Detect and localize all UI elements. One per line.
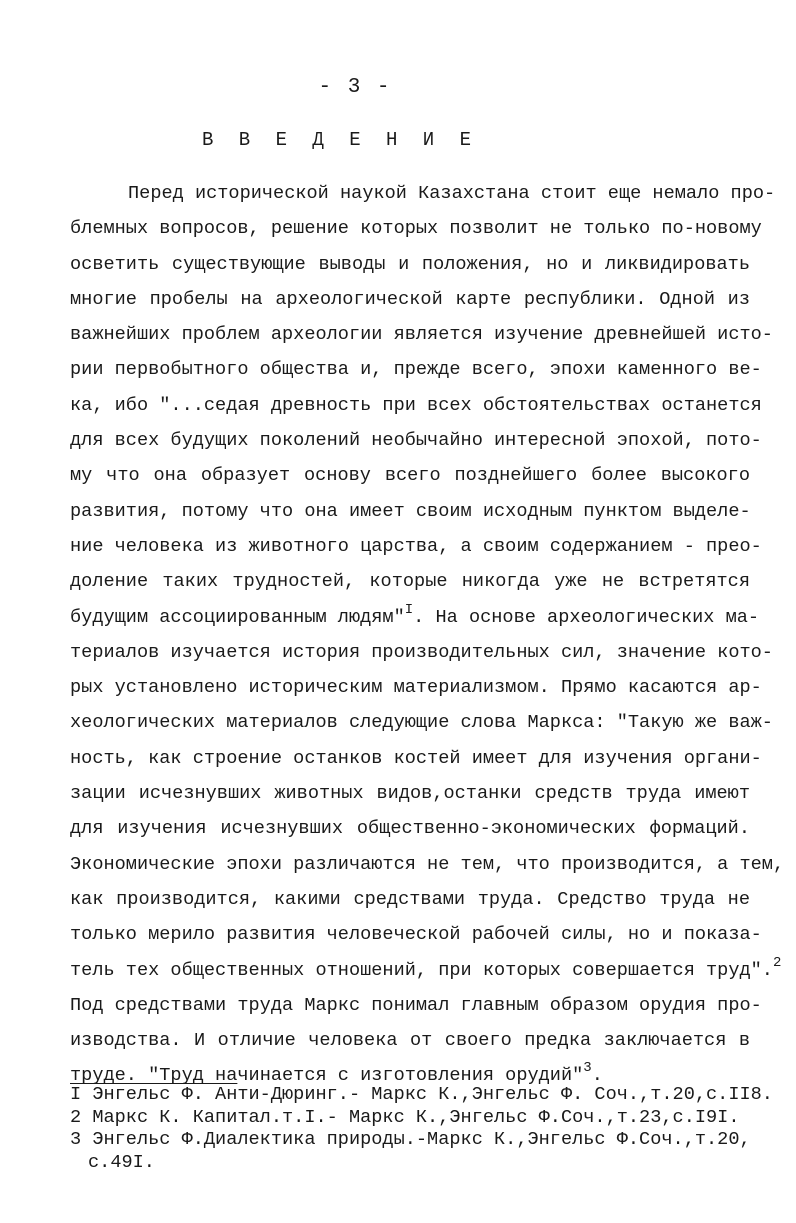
body-line: рых установлено историческим материализмом. Прямо касаются ар- bbox=[70, 677, 762, 699]
body-line: как производится, какими средствами труда. Средство труда не bbox=[70, 888, 750, 910]
body-line: многие пробелы на археологической карте республики. Одной из bbox=[70, 288, 750, 310]
footnote-ref-3: 3 bbox=[583, 1060, 592, 1077]
body-line: будущим ассоциированным людям"$^I$. На основе археологических ма- bbox=[70, 601, 760, 628]
underlined-text: труде. "Труд на bbox=[70, 1065, 238, 1087]
body-line: тель тех общественных отношений, при которых совершается труд".$^2$ bbox=[70, 954, 782, 981]
section-heading: В В Е Д Е Н И Е bbox=[201, 129, 479, 151]
body-line: блемных вопросов, решение которых позволит не только по-новому bbox=[70, 218, 762, 240]
body-line: Под средствами труда Маркс понимал главным образом орудия про- bbox=[70, 994, 762, 1016]
body-line: только мерило развития человеческой рабочей силы, но и показа- bbox=[70, 924, 762, 946]
body-line: ность, как строение останков костей имеет для изучения органи- bbox=[70, 747, 762, 769]
body-line: развития, потому что она имеет своим исходным пунктом выделе- bbox=[70, 500, 751, 522]
footnote-ref-1: I bbox=[404, 601, 414, 618]
footnote-2: 2 Маркс К. Капитал.т.I.- Маркс К.,Энгельс Ф.Соч.,т.23,с.I9I. bbox=[70, 1106, 740, 1128]
body-line: териалов изучается история производительных сил, значение кото- bbox=[70, 641, 773, 663]
body-line: ние человека из животного царства, а своим содержанием - прео- bbox=[70, 535, 762, 557]
body-line: труде. "Труд начинается с изготовления орудий"$^3$. bbox=[70, 1060, 603, 1087]
body-text bbox=[70, 176, 785, 1094]
body-line: Перед исторической наукой Казахстана стоит еще немало про- bbox=[128, 183, 776, 204]
footnote-1: I Энгельс Ф. Анти-Дюринг.- Маркс К.,Энгельс Ф. Соч.,т.20,с.II8. bbox=[70, 1084, 773, 1105]
page-number: - 3 - bbox=[318, 76, 392, 99]
body-line: для изучения исчезнувших общественно-экономических формаций. bbox=[70, 818, 750, 840]
footnote-3-continuation: с.49I. bbox=[88, 1151, 155, 1173]
body-line: изводства. И отличие человека от своего предка заключается в bbox=[70, 1030, 750, 1052]
body-line: Экономические эпохи различаются не тем, что производится, а тем, bbox=[70, 853, 785, 875]
body-line: доление таких трудностей, которые никогда уже не встретятся bbox=[70, 571, 750, 593]
body-line: осветить существующие выводы и положения, но и ликвидировать bbox=[70, 253, 750, 275]
body-line: му что она образует основу всего позднейшего более высокого bbox=[70, 465, 750, 487]
body-line: хеологических материалов следующие слова Маркса: "Такую же важ- bbox=[70, 712, 773, 734]
footnote-3: 3 Энгельс Ф.Диалектика природы.-Маркс К.,Энгельс Ф.Соч.,т.20, bbox=[70, 1129, 751, 1150]
footnote-ref-2: 2 bbox=[772, 954, 782, 971]
footnotes bbox=[70, 1084, 773, 1174]
body-line: важнейших проблем археологии является изучение древнейшей исто- bbox=[70, 324, 773, 346]
body-line: для всех будущих поколений необычайно интересной эпохой, пото- bbox=[70, 430, 762, 452]
body-line: ка, ибо "...седая древность при всех обстоятельствах останется bbox=[70, 394, 762, 416]
body-line: зации исчезнувших животных видов,останки средств труда имеют bbox=[70, 783, 750, 805]
body-line: рии первобытного общества и, прежде всего, эпохи каменного ве- bbox=[70, 359, 762, 381]
